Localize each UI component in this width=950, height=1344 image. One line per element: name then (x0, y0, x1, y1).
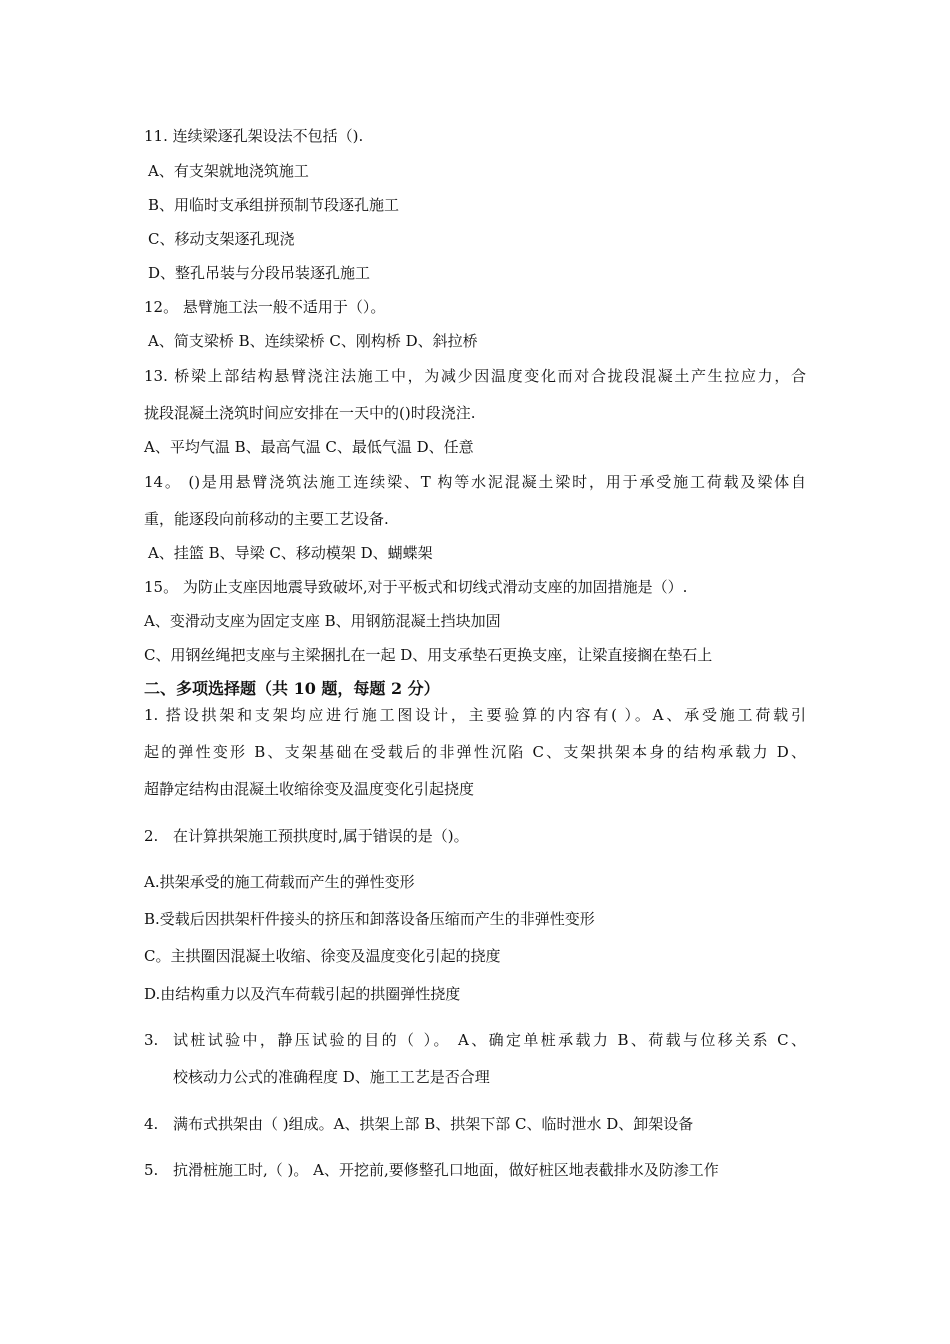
option-11-d: D、整孔吊装与分段吊装逐孔施工 (148, 264, 371, 282)
options-15-line-1: A、变滑动支座为固定支座 B、用钢筋混凝土挡块加固 (144, 612, 501, 630)
options-12: A、简支梁桥 B、连续梁桥 C、刚构桥 D、斜拉桥 (148, 332, 478, 350)
question-14-line-2: 重，能逐段向前移动的主要工艺设备. (144, 510, 389, 528)
question-15: 15。 为防止支座因地震导致破坏,对于平板式和切线式滑动支座的加固措施是（）. (144, 578, 688, 596)
options-14: A、挂篮 B、导梁 C、移动模架 D、蝴蝶架 (148, 544, 433, 562)
multi-question-1-line-3: 超静定结构由混凝土收缩徐变及温度变化引起挠度 (144, 780, 475, 798)
multi-question-2-number: 2. (144, 827, 159, 845)
options-15-line-2: C、用钢丝绳把支座与主梁捆扎在一起 D、用支承垫石更换支座，让梁直接搁在垫石上 (144, 646, 713, 664)
options-13: A、平均气温 B、最高气温 C、最低气温 D、任意 (144, 438, 474, 456)
multi-question-1-line-2: 起的弹性变形 B、支架基础在受载后的非弹性沉陷 C、支架拱架本身的结构承载力 D、 (144, 743, 806, 761)
multi-option-2-c: C。主拱圈因混凝土收缩、徐变及温度变化引起的挠度 (144, 947, 501, 965)
multi-question-2: 在计算拱架施工预拱度时,属于错误的是（)。 (173, 827, 469, 845)
option-11-c: C、移动支架逐孔现浇 (148, 230, 295, 248)
question-11: 11. 连续梁逐孔架设法不包括（). (144, 127, 364, 145)
option-11-a: A、有支架就地浇筑施工 (148, 162, 309, 180)
multi-question-3-line-1: 试桩试验中，静压试验的目的（ ）。 A、确定单桩承载力 B、荷载与位移关系 C、 (173, 1031, 806, 1049)
multi-question-1-line-1: 1. 搭设拱架和支架均应进行施工图设计，主要验算的内容有( ）。A、承受施工荷载引 (144, 706, 806, 724)
multi-option-2-a: A.拱架承受的施工荷载而产生的弹性变形 (144, 873, 415, 891)
option-11-b: B、用临时支承组拼预制节段逐孔施工 (148, 196, 400, 214)
question-13-line-2: 拢段混凝土浇筑时间应安排在一天中的()时段浇注. (144, 404, 476, 422)
question-12: 12。 悬臂施工法一般不适用于（）。 (144, 298, 386, 316)
multi-question-5: 抗滑桩施工时,（ )。 A、开挖前,要修整孔口地面，做好桩区地表截排水及防渗工作 (173, 1161, 719, 1179)
multi-option-2-b: B.受载后因拱架杆件接头的挤压和卸落设备压缩而产生的非弹性变形 (144, 910, 595, 928)
section-title: 二、多项选择题（共 10 题，每题 2 分） (144, 679, 440, 698)
question-14-line-1: 14。 ()是用悬臂浇筑法施工连续梁、T 构等水泥混凝土梁时，用于承受施工荷载及梁体自 (144, 473, 806, 491)
multi-question-4-number: 4. (144, 1115, 159, 1133)
multi-question-3-number: 3. (144, 1031, 159, 1049)
multi-option-2-d: D.由结构重力以及汽车荷载引起的拱圈弹性挠度 (144, 985, 461, 1003)
multi-question-3-line-2: 校核动力公式的准确程度 D、施工工艺是否合理 (173, 1068, 490, 1086)
question-13-line-1: 13. 桥梁上部结构悬臂浇注法施工中，为减少因温度变化而对合拢段混凝土产生拉应力，合 (144, 367, 806, 385)
multi-question-5-number: 5. (144, 1161, 159, 1179)
multi-question-4: 满布式拱架由（ )组成。A、拱架上部 B、拱架下部 C、临时泄水 D、卸架设备 (173, 1115, 694, 1133)
